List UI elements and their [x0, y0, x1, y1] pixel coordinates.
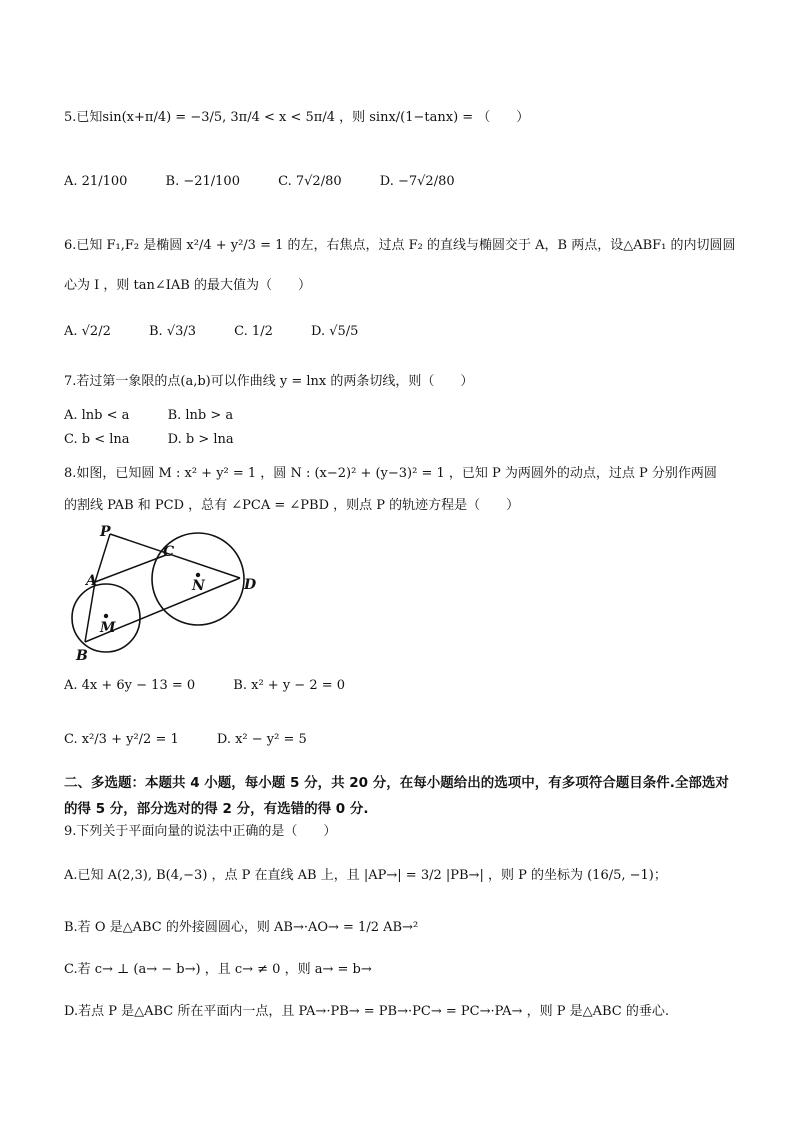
q8-option-a: A. 4x + 6y − 13 = 0: [64, 678, 196, 693]
q7-stem: 7.若过第一象限的点(a,b)可以作曲线 y = lnx 的两条切线，则（ ）: [64, 374, 474, 389]
q9-option-c: C.若 c→ ⊥ (a→ − b→) ，且 c→ ≠ 0 ，则 a→ = b→: [64, 962, 372, 977]
q7-option-c: C. b < lna: [64, 432, 130, 447]
label-a: A: [86, 573, 97, 589]
q9-option-d: D.若点 P 是△ABC 所在平面内一点，且 PA→·PB→ = PB→·PC→ = PC→·PA→ ，则 P 是△ABC 的垂心.: [64, 1004, 669, 1019]
secant-pab: [95, 534, 110, 582]
two-circles-diagram: [62, 524, 277, 664]
q7-options-row1: [64, 406, 267, 426]
q6-option-c: C. 1/2: [234, 324, 273, 339]
q6-options: [64, 322, 392, 342]
q9-option-a: A.已知 A(2,3), B(4,−3) ，点 P 在直线 AB 上，且 |AP→| = 3/2 |PB→| ，则 P 的坐标为 (16/5, −1)；: [64, 868, 667, 883]
q8-stem-line1: 8.如图，已知圆 M : x² + y² = 1 ，圆 N : (x−2)² + (y−3)² = 1 ，已知 P 为两圆外的动点，过点 P 分别作两圆: [64, 466, 717, 481]
label-c: C: [163, 544, 175, 560]
q6-option-d: D. √5/5: [310, 324, 359, 339]
q5-option-b: B. −21/100: [165, 174, 240, 189]
label-m: M: [100, 620, 116, 636]
q6-stem-line2: 心为 I ，则 tan∠IAB 的最大值为（ ）: [64, 278, 311, 293]
label-d: D: [244, 577, 257, 593]
q8-option-d: D. x² − y² = 5: [216, 732, 307, 747]
q7-option-d: D. b > lna: [167, 432, 234, 447]
q6-stem-line1: 6.已知 F₁,F₂ 是椭圆 x²/4 + y²/3 = 1 的左，右焦点，过点 F₂ 的直线与椭圆交于 A，B 两点，设△ABF₁ 的内切圆圆: [64, 238, 736, 253]
q9-stem: 9.下列关于平面向量的说法中正确的是（ ）: [64, 824, 337, 839]
q7-option-b: B. lnb > a: [167, 408, 234, 423]
q6-option-b: B. √3/3: [149, 324, 197, 339]
q9-option-b: B.若 O 是△ABC 的外接圆圆心，则 AB→·AO→ = 1/2 AB→²: [64, 920, 419, 935]
line-ac: [95, 555, 166, 582]
q5-option-c: C. 7√2/80: [278, 174, 342, 189]
q7-option-a: A. lnb < a: [64, 408, 130, 423]
label-b: B: [76, 648, 88, 664]
q5-options: [64, 172, 489, 192]
section-2-heading: 二、多选题：本题共 4 小题，每小题 5 分，共 20 分，在每小题给出的选项中，有多项符合题目条件.全部选对的得 5 分，部分选对的得 2 分，有选错的得 0 分.: [64, 775, 729, 817]
q8-option-c: C. x²/3 + y²/2 = 1: [64, 732, 179, 747]
q6-option-a: A. √2/2: [64, 324, 111, 339]
q8-options-row2: [64, 730, 341, 750]
q8-figure: [62, 524, 277, 664]
q7-options-row2: [64, 430, 268, 450]
q5-option-d: D. −7√2/80: [379, 174, 455, 189]
q5-option-a: A. 21/100: [64, 174, 128, 189]
label-p: P: [100, 524, 111, 540]
label-n: N: [192, 578, 205, 594]
q5-stem: 5.已知sin(x+π/4) = −3/5, 3π/4 < x < 5π/4 ，则 sinx/(1−tanx) = （ ）: [64, 110, 530, 125]
center-n: [196, 573, 200, 577]
secant-pcd: [110, 534, 240, 578]
center-m: [104, 614, 108, 618]
q8-option-b: B. x² + y − 2 = 0: [233, 678, 346, 693]
q8-options-row1: [64, 676, 379, 696]
q8-stem-line2: 的割线 PAB 和 PCD ，总有 ∠PCA = ∠PBD ，则点 P 的轨迹方程是（ ）: [64, 498, 520, 513]
